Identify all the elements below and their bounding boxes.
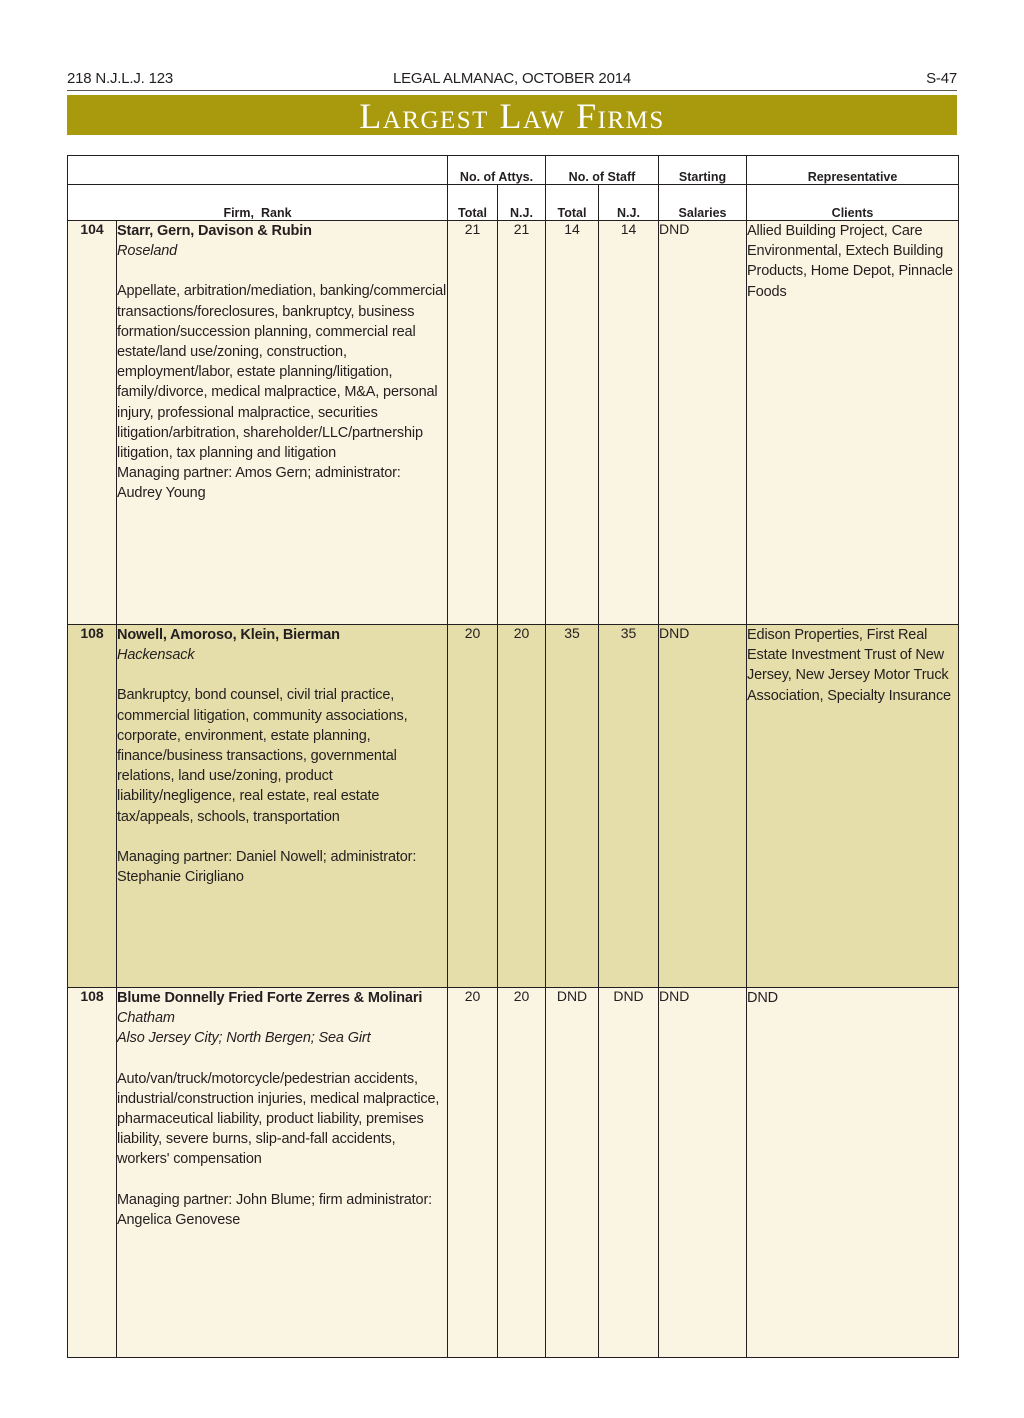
firm-cell [117, 221, 448, 625]
staff-nj: 14 [599, 221, 659, 625]
firm-cell [117, 988, 448, 1358]
staff-total: 14 [546, 221, 599, 625]
publication-title: LEGAL ALMANAC, OCTOBER 2014 [392, 70, 632, 87]
clients-header: Clients [747, 185, 959, 221]
citation: 218 N.J.L.J. 123 [67, 70, 174, 87]
firm-rank-header: Firm, Rank [68, 185, 448, 221]
starting-salaries: DND [659, 988, 747, 1358]
starting-header: Starting [659, 156, 747, 185]
firm-name: Blume Donnelly Fried Forte Zerres & Molinari [117, 990, 423, 1006]
staff-nj: 35 [599, 625, 659, 988]
firm-city: Hackensack [117, 647, 195, 664]
starting-salaries: DND [659, 625, 747, 988]
staff-total: DND [546, 988, 599, 1358]
representative-clients: DND [747, 988, 959, 1358]
staff-header: No. of Staff [546, 156, 659, 185]
staff-total-header: Total [546, 185, 599, 221]
rank: 108 [68, 625, 117, 988]
firms-table [67, 155, 959, 1358]
rank: 104 [68, 221, 117, 625]
practice-areas: Auto/van/truck/motorcycle/pedestrian accidents, industrial/construction injuries, medical malpractice, pharmaceutical liability, product liability, premises liability, severe burns, slip-and-fall accidents, workers' compensation [117, 1070, 440, 1168]
title-banner [67, 95, 957, 135]
attys-total: 20 [448, 988, 498, 1358]
attys-header: No. of Attys. [448, 156, 546, 185]
managing-partner: Managing partner: Daniel Nowell; administrator: Stephanie Cirigliano [117, 848, 417, 886]
firm-name: Starr, Gern, Davison & Rubin [117, 223, 312, 239]
attys-total: 21 [448, 221, 498, 625]
starting-salaries: DND [659, 221, 747, 625]
representative-header: Representative [747, 156, 959, 185]
table-row [68, 625, 959, 988]
practice-areas: Bankruptcy, bond counsel, civil trial practice, commercial litigation, community associations, corporate, environment, estate planning, finance/business transactions, governmental relations, land use/zoning, product liability/negligence, real estate, real estate tax/appeals, schools, transportation [117, 687, 408, 825]
table-row [68, 988, 959, 1358]
table-row [68, 221, 959, 625]
attys-nj: 20 [498, 625, 546, 988]
staff-total: 35 [546, 625, 599, 988]
firm-cell [117, 625, 448, 988]
practice-areas: Appellate, arbitration/mediation, banking/commercial transactions/foreclosures, bankruptcy, business formation/succession planning, commercial real estate/land use/zoning, construction, employment/labor, estate planning/litigation, family/divorce, medical malpractice, M&A, personal injury, professional malpractice, securities litigation/arbitration, shareholder/LLC/partnership litigation, tax planning and litigation [117, 283, 447, 462]
running-head [67, 68, 957, 90]
representative-clients: Allied Building Project, Care Environmental, Extech Building Products, Home Depot, Pinnacle Foods [747, 221, 959, 625]
firm-city: Roseland [117, 243, 178, 260]
representative-clients: Edison Properties, First Real Estate Investment Trust of New Jersey, New Jersey Motor Truck Association, Specialty Insurance [747, 625, 959, 988]
firm-city: Chatham [117, 1010, 175, 1027]
page-title: Largest Law Firms [359, 96, 665, 136]
managing-partner: Managing partner: John Blume; firm administrator: Angelica Genovese [117, 1191, 433, 1228]
firm-rank-header-top [68, 156, 448, 185]
attys-nj: 20 [498, 988, 546, 1358]
managing-partner: Managing partner: Amos Gern; administrator: Audrey Young [117, 465, 401, 502]
header-rule [67, 90, 957, 91]
page-number: S-47 [926, 70, 957, 87]
staff-nj-header: N.J. [599, 185, 659, 221]
attys-nj: 21 [498, 221, 546, 625]
attys-total-header: Total [448, 185, 498, 221]
rank: 108 [68, 988, 117, 1358]
attys-total: 20 [448, 625, 498, 988]
attys-nj-header: N.J. [498, 185, 546, 221]
firm-name: Nowell, Amoroso, Klein, Bierman [117, 627, 340, 643]
firm-other-offices: Also Jersey City; North Bergen; Sea Girt [117, 1030, 371, 1047]
salaries-header: Salaries [659, 185, 747, 221]
staff-nj: DND [599, 988, 659, 1358]
